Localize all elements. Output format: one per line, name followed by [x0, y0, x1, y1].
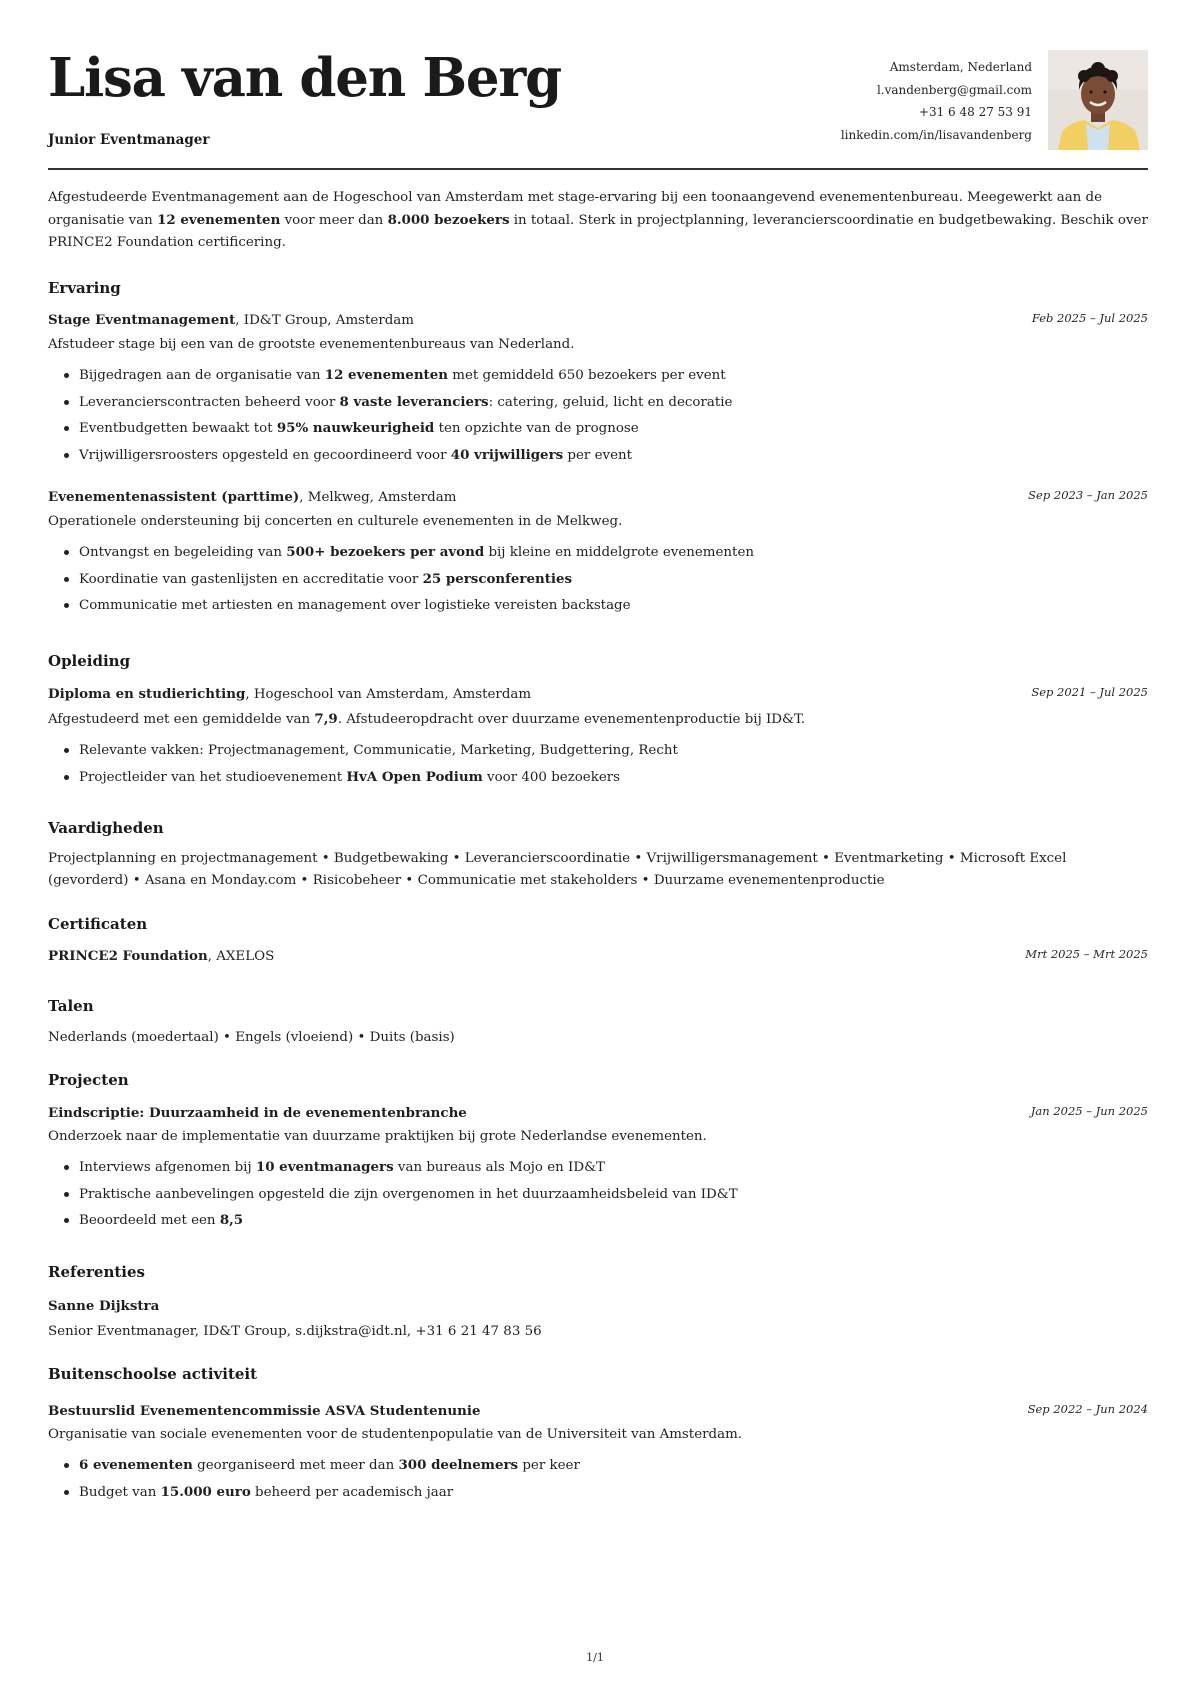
section-title-references: Referenties	[48, 1263, 145, 1281]
bullet-item: Bijgedragen aan de organisatie van 12 evenementen met gemiddeld 650 bezoekers per event	[64, 366, 1148, 393]
certificate-name: PRINCE2 Foundation	[48, 948, 208, 965]
section-title-projects: Projecten	[48, 1071, 129, 1089]
entry-date: Jan 2025 – Jun 2025	[1030, 1104, 1148, 1118]
entry-org: , Melkweg, Amsterdam	[299, 490, 457, 505]
section-title-languages: Talen	[48, 997, 94, 1015]
certificates-section	[48, 914, 1148, 966]
reference-name: Sanne Dijkstra	[48, 1298, 160, 1315]
entry-header	[48, 488, 1148, 507]
summary-highlight: 8.000 bezoekers	[387, 212, 510, 228]
entry-bullets	[48, 366, 1148, 472]
projects-section	[48, 1070, 1148, 1090]
bullet-item: Communicatie met artiesten en management over logistieke vereisten backstage	[64, 596, 1148, 623]
section-title-extracurricular: Buitenschoolse activiteit	[48, 1365, 258, 1383]
candidate-name: Lisa van den Berg	[48, 47, 562, 109]
entry-degree: Diploma en studierichting	[48, 686, 246, 702]
resume-page	[48, 0, 1148, 1500]
entry-school: , Hogeschool van Amsterdam, Amsterdam	[245, 687, 532, 702]
section-title-certificates: Certificaten	[48, 915, 148, 933]
entry-bullets	[48, 1158, 1148, 1238]
contact-block	[841, 56, 1032, 146]
entry-org: , ID&T Group, Amsterdam	[235, 313, 414, 328]
bullet-item: 6 evenementen georganiseerd met meer dan 300 deelnemers per keer	[64, 1456, 1148, 1483]
contact-email[interactable]: l.vandenberg@gmail.com	[876, 82, 1032, 97]
entry-description: Onderzoek naar de implementatie van duurzame praktijken bij grote Nederlandse evenementen.	[48, 1129, 707, 1145]
entry-role-org	[48, 488, 456, 507]
summary-highlight: 12 evenementen	[157, 212, 281, 228]
bullet-item: Ontvangst en begeleiding van 500+ bezoekers per avond bij kleine en middelgrote evenementen	[64, 543, 1148, 570]
bullet-item: Koordinatie van gastenlijsten en accreditatie voor 25 persconferenties	[64, 570, 1148, 597]
bullet-item: Beoordeeld met een 8,5	[64, 1211, 1148, 1238]
profile-photo	[1048, 50, 1148, 150]
entry-role: Evenementenassistent (parttime)	[48, 489, 300, 505]
bullet-item: Praktische aanbevelingen opgesteld die zijn overgenomen in het duurzaamheidsbeleid van ID&T	[64, 1185, 1148, 1212]
profile-summary	[48, 187, 1148, 254]
certificate-issuer: , AXELOS	[207, 949, 275, 965]
entry-date: Sep 2021 – Jul 2025	[1031, 685, 1148, 699]
entry-date: Mrt 2025 – Mrt 2025	[1025, 947, 1148, 962]
experience-entry	[48, 488, 1148, 623]
skills-section	[48, 818, 1148, 892]
extracurricular-section	[48, 1364, 1148, 1384]
bullet-item: Projectleider van het studioevenement HvA Open Podium voor 400 bezoekers	[64, 768, 1148, 795]
entry-bullets	[48, 1456, 1148, 1509]
languages-section	[48, 996, 1148, 1049]
project-entry	[48, 1104, 1148, 1238]
bullet-item: Eventbudgetten bewaakt tot 95% nauwkeurigheid ten opzichte van de prognose	[64, 419, 1148, 446]
extracurricular-entry	[48, 1402, 1148, 1509]
bullet-item: Relevante vakken: Projectmanagement, Communicatie, Marketing, Budgettering, Recht	[64, 741, 1148, 768]
bullet-item: Leverancierscontracten beheerd voor 8 vaste leveranciers: catering, geluid, licht en decoratie	[64, 393, 1148, 420]
entry-date: Sep 2022 – Jun 2024	[1027, 1402, 1148, 1416]
entry-header	[48, 311, 1148, 330]
skills-list: Projectplanning en projectmanagement • Budgetbewaking • Leverancierscoordinatie • Vrijwilligersmanagement • Eventmarketing • Microsoft Excel (gevorderd) • Asana en Monday.com • Risicobeheer • Communicatie met stakeholders • Duurzame evenementenproductie	[48, 851, 1067, 889]
certificate-entry	[48, 947, 1148, 966]
entry-role-org	[48, 685, 531, 704]
job-title: Junior Eventmanager	[48, 132, 210, 148]
entry-description: Afgestudeerd met een gemiddelde van 7,9. Afstudeeropdracht over duurzame evenementenproductie bij ID&T.	[48, 711, 806, 728]
entry-role: Stage Eventmanagement	[48, 312, 236, 328]
bullet-item: Interviews afgenomen bij 10 eventmanagers van bureaus als Mojo en ID&T	[64, 1158, 1148, 1185]
entry-date: Sep 2023 – Jan 2025	[1028, 488, 1148, 502]
contact-location: Amsterdam, Nederland	[889, 60, 1032, 74]
entry-header	[48, 1402, 1148, 1420]
page-indicator: 1/1	[586, 1651, 604, 1664]
portrait-image-icon	[1048, 50, 1148, 150]
experience-section	[48, 278, 1148, 298]
section-title-skills: Vaardigheden	[48, 819, 164, 837]
bullet-item: Budget van 15.000 euro beheerd per academisch jaar	[64, 1483, 1148, 1510]
resume-header	[48, 0, 1148, 170]
entry-header	[48, 1104, 1148, 1122]
reference-details: Senior Eventmanager, ID&T Group, s.dijkstra@idt.nl, +31 6 21 47 83 56	[48, 1324, 542, 1340]
summary-text: Afgestudeerde Eventmanagement aan de Hogeschool van Amsterdam met stage-ervaring bij een toonaangevend evenementenbureau. Meegewerkt aan de organisatie van	[48, 190, 1103, 228]
entry-role-org	[48, 311, 414, 330]
entry-description: Organisatie van sociale evenementen voor de studentenpopulatie van de Universiteit van Amsterdam.	[48, 1427, 743, 1443]
contact-phone: +31 6 48 27 53 91	[918, 105, 1032, 119]
summary-text: in totaal. Sterk in projectplanning, leverancierscoordinatie en budgetbewaking. Beschik over PRINCE2 Foundation certificering.	[48, 213, 1148, 250]
contact-linkedin[interactable]: linkedin.com/in/lisavandenberg	[840, 127, 1032, 142]
header-divider	[48, 168, 1148, 170]
section-title-education: Opleiding	[48, 652, 131, 670]
project-name: Eindscriptie: Duurzaamheid in de evenementenbranche	[48, 1105, 467, 1121]
education-entry	[48, 685, 1148, 794]
bullet-item: Vrijwilligersroosters opgesteld en gecoordineerd voor 40 vrijwilligers per event	[64, 446, 1148, 473]
entry-bullets	[48, 543, 1148, 623]
entry-date: Feb 2025 – Jul 2025	[1031, 311, 1148, 325]
references-section	[48, 1262, 1148, 1341]
section-title-experience: Ervaring	[48, 279, 121, 297]
experience-entry	[48, 311, 1148, 472]
entry-description: Operationele ondersteuning bij concerten en culturele evenementen in de Melkweg.	[48, 514, 623, 530]
entry-description: Afstudeer stage bij een van de grootste evenementenbureaus van Nederland.	[48, 337, 575, 353]
education-section	[48, 651, 1148, 671]
activity-name: Bestuurslid Evenementencommissie ASVA Studentenunie	[48, 1403, 481, 1419]
languages-list: Nederlands (moedertaal) • Engels (vloeiend) • Duits (basis)	[48, 1030, 455, 1046]
reference-entry	[48, 1295, 1148, 1341]
summary-text: voor meer dan	[280, 213, 388, 228]
entry-bullets	[48, 741, 1148, 794]
entry-header	[48, 685, 1148, 704]
